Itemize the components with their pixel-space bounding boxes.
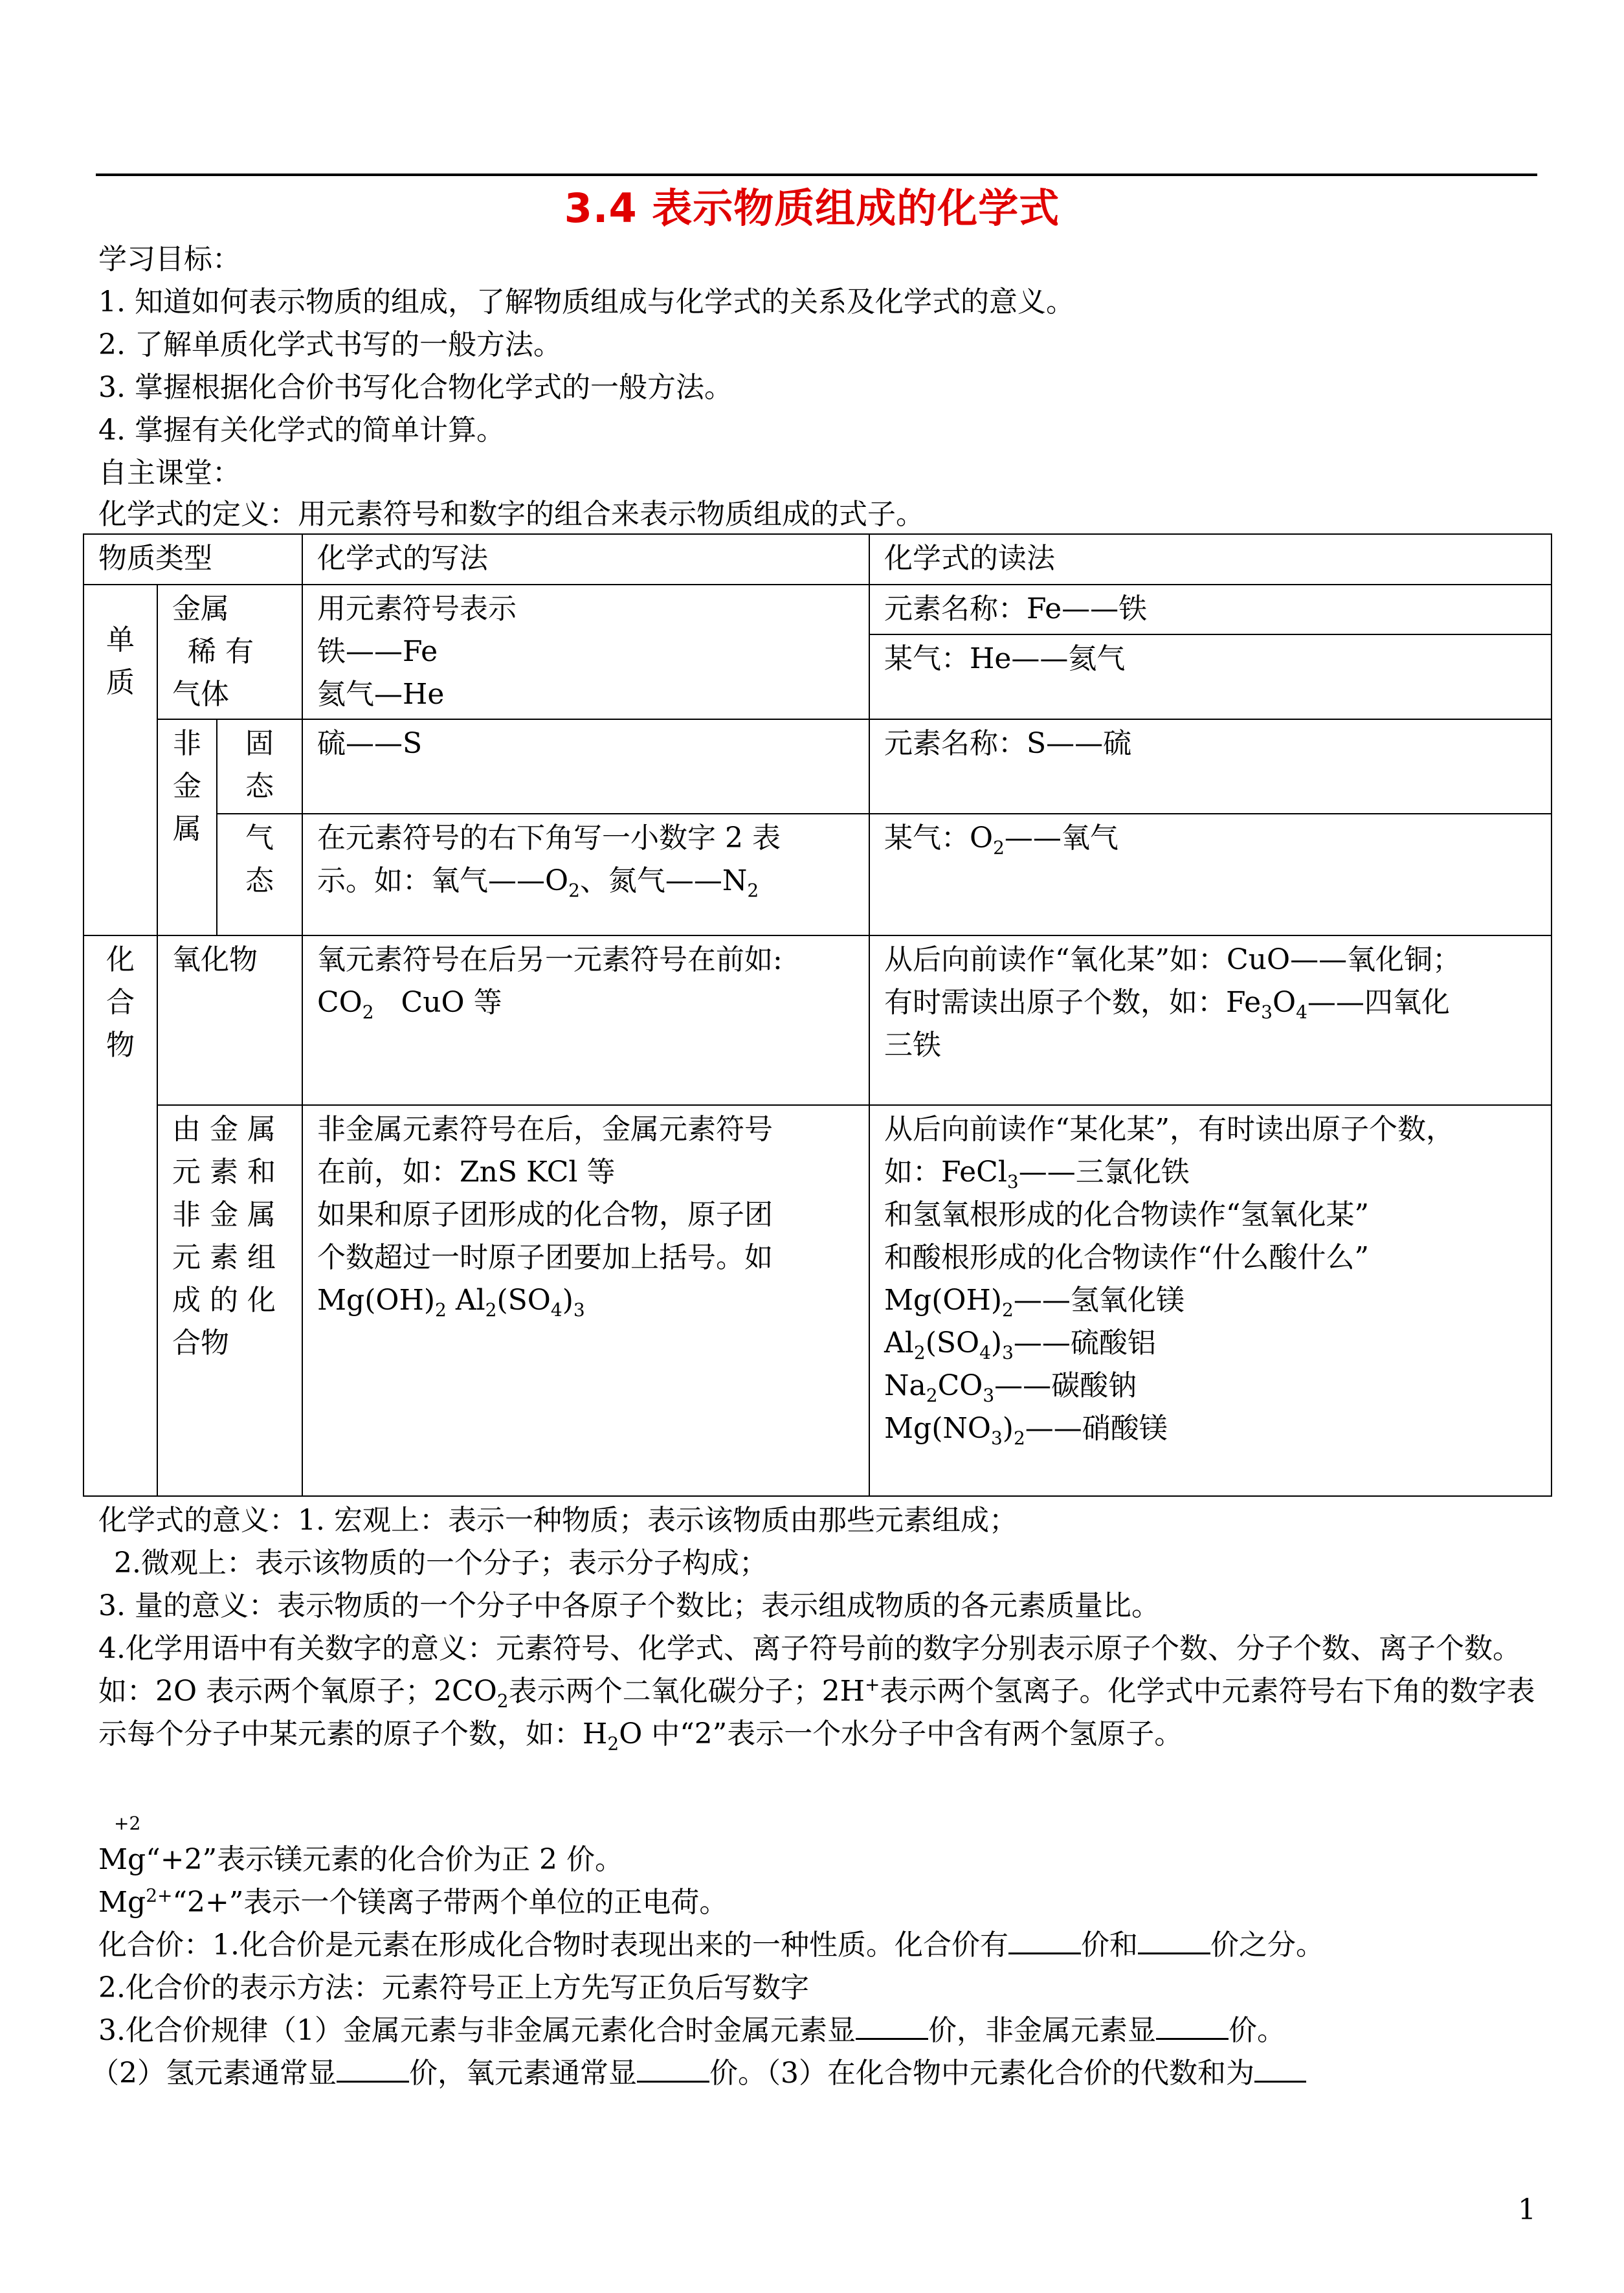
text-run: ——氧气 [1004,822,1118,855]
metal-nonmetal-label-cell [157,1105,302,1496]
subscript: 4 [1296,1001,1307,1023]
cell-text: 氦气—He [317,678,445,711]
metal-nonmetal-writing-cell [302,1105,869,1496]
text-run: 价，非金属元素显 [928,2014,1156,2047]
text-run: Na [884,1369,926,1402]
text-run: O 中“2”表示一个水分子中含有两个氢原子。 [619,1717,1183,1751]
metal-noble-cell [157,585,302,719]
noble-gas-label: 气体 [172,678,229,711]
gas-reading-cell [869,814,1552,935]
cell-text: 元 素 和 [172,1156,276,1189]
text-run: ——四氧化 [1307,986,1450,1019]
subscript: 4 [550,1299,562,1321]
cell-text: 如果和原子团形成的化合物，原子团 [317,1198,773,1231]
cell-text: 个数超过一时原子团要加上括号。如 [317,1241,773,1274]
cell-text: 在元素符号的右下角写一小数字 2 表 [317,822,781,855]
text-run: 价，氧元素通常显 [409,2057,637,2090]
fill-blank[interactable] [1156,2012,1229,2040]
text-run: ) [562,1284,573,1317]
self-study-heading: 自主课堂： [98,456,241,489]
valence-note: Mg“+2”表示镁元素的化合价为正 2 价。 [98,1843,624,1876]
text-run: 表示两个氢离子。化学式中元素符号右下角的数字表示每个分子中某元素的原子个数，如：H [98,1675,1535,1751]
cell-text: 在前，如：ZnS KCl 等 [317,1156,616,1189]
table-row [83,719,1552,814]
cell-text [884,981,1541,1024]
text-run: (SO [925,1326,980,1359]
text-run: ——氢氧化镁 [1013,1284,1185,1317]
subscript: 3 [990,1427,1003,1449]
gas-label: 态 [245,864,274,897]
oxide-reading-cell [869,935,1552,1105]
meaning-line: 2.微观上：表示该物质的一个分子；表示分子构成； [114,1547,768,1580]
compound-label-cell [83,935,157,1496]
subscript: 2 [485,1299,497,1321]
text-run: Al [884,1326,914,1359]
definition-text: 化学式的定义：用元素符号和数字的组合来表示物质组成的式子。 [98,498,924,531]
page-title: 3.4 表示物质组成的化学式 [564,185,1060,232]
subscript: 2 [1013,1427,1025,1449]
subscript: 2 [747,879,759,901]
text-run: ——硫酸铝 [1013,1326,1156,1359]
fill-blank[interactable] [1138,1927,1210,1954]
subscript: 2 [1002,1299,1014,1321]
cell-text [884,1365,1541,1407]
cell-text: 成 的 化 [172,1284,276,1317]
cell-text: 从后向前读作“氧化某”如：CuO——氧化铜； [884,943,1462,976]
subscript: 2 [496,1690,509,1712]
table-header-row [83,534,1552,585]
gas-writing-cell [302,814,869,935]
valence-superscript: +2 [114,1813,141,1834]
table-row [83,814,1552,935]
meaning-paragraph [98,1627,1535,1756]
fill-blank[interactable] [337,2055,409,2083]
text-run: 价和 [1080,1929,1138,1962]
text-run: 4.化学用语中有关数字的意义：元素符号、化学式、离子符号前的数字分别表示原子个数、分子个数、离子个数。如：2O 表示两个氧原子；2CO [98,1632,1521,1708]
text-run: ——三氯化铁 [1018,1156,1190,1189]
header-cell: 化学式的读法 [869,534,1552,585]
nonmetal-label: 属 [173,812,201,845]
table-row [83,585,1552,634]
subscript: 2 [926,1384,938,1406]
nonmetal-label: 金 [173,770,201,803]
text-run: Mg [98,1886,146,1919]
text-run: ——碳酸钠 [994,1369,1137,1402]
subscript: 2 [607,1732,619,1754]
elemental-label: 单 [106,623,135,656]
text-run: ) [990,1326,1003,1359]
cell-text [317,981,858,1024]
table-row [83,935,1552,1105]
cell-text: 三铁 [884,1029,941,1062]
text-run: 、氮气——N [579,864,748,897]
cell-text: 元 素 组 [172,1241,276,1274]
cell-text [884,1151,1541,1194]
oxide-label-cell: 氧化物 [157,935,302,1105]
nonmetal-label-cell [157,719,217,935]
fill-blank[interactable] [1254,2055,1306,2083]
text-run: Mg(OH) [317,1284,435,1317]
meaning-line: 化学式的意义：1. 宏观上：表示一种物质；表示该物质由那些元素组成； [98,1504,1018,1537]
text-run: 示。如：氧气——O [317,864,569,897]
subscript: 2 [993,836,1005,858]
oxide-writing-cell [302,935,869,1105]
header-cell: 化学式的写法 [302,534,869,585]
solid-writing-cell: 硫——S [302,719,869,814]
solid-label: 固 [245,727,274,760]
compound-label: 合 [106,986,135,1019]
nonmetal-label: 非 [173,727,201,760]
subscript: 3 [983,1384,995,1406]
subscript: 3 [573,1299,585,1321]
text-run: 价。 [1228,2014,1285,2047]
text-run: CuO 等 [373,986,502,1019]
solid-label: 态 [245,770,274,803]
text-run: 价。（3）在化合物中元素化合价的代数和为 [709,2057,1254,2090]
fill-blank[interactable] [637,2055,709,2083]
subscript: 2 [913,1341,926,1363]
ion-note [98,1881,728,1924]
cell-text: 从后向前读作“某化某”，有时读出原子个数， [884,1113,1454,1146]
text-run: ——硝酸镁 [1025,1412,1168,1445]
subscript: 3 [1261,1001,1273,1023]
gas-label-cell [217,814,302,935]
cell-text [884,1279,1541,1322]
noble-gas-label: 稀 有 [188,635,254,668]
page-number: 1 [1518,2193,1536,2226]
text-run: Al [446,1284,485,1317]
elemental-label-cell [83,585,157,935]
objective-item: 4. 掌握有关化学式的简单计算。 [98,414,505,447]
subscript: 3 [1007,1170,1019,1192]
text-run: ) [1002,1412,1014,1445]
cell-text [317,860,858,902]
valence-line [98,1924,1324,1967]
text-run: 某气：O [884,822,994,855]
valence-line [91,2052,1306,2095]
subscript: 2 [362,1001,374,1023]
cell-text: 和酸根形成的化合物读作“什么酸什么” [884,1241,1369,1274]
elemental-label: 质 [106,666,135,699]
cell-text: 用元素符号表示 [317,592,517,625]
table-row [83,1105,1552,1496]
formula-table [83,533,1552,1497]
metal-label: 金属 [172,592,229,625]
text-run: 如：FeCl [884,1156,1007,1189]
metal-nonmetal-reading-cell [869,1105,1552,1496]
cell-text [317,1279,858,1322]
fill-blank[interactable] [1008,1927,1081,1954]
text-run: 3.化合价规律（1）金属元素与非金属元素化合时金属元素显 [98,2014,856,2047]
subscript: 3 [1002,1341,1014,1363]
cell-text: 非 金 属 [172,1198,276,1231]
objectives-heading: 学习目标： [98,243,241,276]
cell-text: 由 金 属 [172,1113,276,1146]
solid-reading-cell: 元素名称：S——硫 [869,719,1552,814]
text-run: CO [937,1369,983,1402]
text-run: （2）氢元素通常显 [91,2057,337,2090]
metal-writing-cell [302,585,869,719]
cell-text [884,1322,1541,1365]
text-run: “2+”表示一个镁离子带两个单位的正电荷。 [172,1886,728,1919]
text-run: 表示两个二氧化碳分子；2H [508,1675,865,1708]
text-run: 价之分。 [1210,1929,1324,1962]
text-run: O [1273,986,1296,1019]
superscript: + [865,1673,880,1695]
cell-text: 非金属元素符号在后，金属元素符号 [317,1113,773,1146]
text-run: Mg(OH) [884,1284,1002,1317]
objective-item: 1. 知道如何表示物质的组成，了解物质组成与化学式的关系及化学式的意义。 [98,285,1074,319]
solid-label-cell [217,719,302,814]
cell-text: 合物 [172,1326,229,1359]
cell-text: 铁——Fe [317,635,438,668]
cell-text: 和氢氧根形成的化合物读作“氢氧化某” [884,1198,1369,1231]
subscript: 2 [568,879,580,901]
valence-line [98,2009,1285,2052]
subscript: 2 [435,1299,447,1321]
text-run: CO [317,986,362,1019]
compound-label: 物 [106,1029,135,1062]
cell-text: 氧元素符号在后另一元素符号在前如: [317,943,783,976]
cell-text [884,1407,1541,1450]
compound-label: 化 [106,943,135,976]
valence-line: 2.化合价的表示方法：元素符号正上方先写正负后写数字 [98,1971,809,2004]
text-run: 化合价：1.化合价是元素在形成化合物时表现出来的一种性质。化合价有 [98,1929,1008,1962]
superscript: 2+ [146,1885,173,1907]
objective-item: 2. 了解单质化学式书写的一般方法。 [98,328,562,361]
noble-reading-cell: 某气：He——氦气 [869,634,1552,719]
text-run: 有时需读出原子个数，如：Fe [884,986,1262,1019]
objective-item: 3. 掌握根据化合价书写化合物化学式的一般方法。 [98,371,733,404]
header-cell: 物质类型 [83,534,302,585]
text-run: Mg(NO [884,1412,991,1445]
fill-blank[interactable] [856,2012,928,2040]
meaning-line: 3. 量的意义：表示物质的一个分子中各原子个数比；表示组成物质的各元素质量比。 [98,1589,1160,1622]
text-run: (SO [496,1284,551,1317]
metal-reading-cell: 元素名称：Fe——铁 [869,585,1552,634]
gas-label: 气 [245,822,274,855]
subscript: 4 [979,1341,991,1363]
